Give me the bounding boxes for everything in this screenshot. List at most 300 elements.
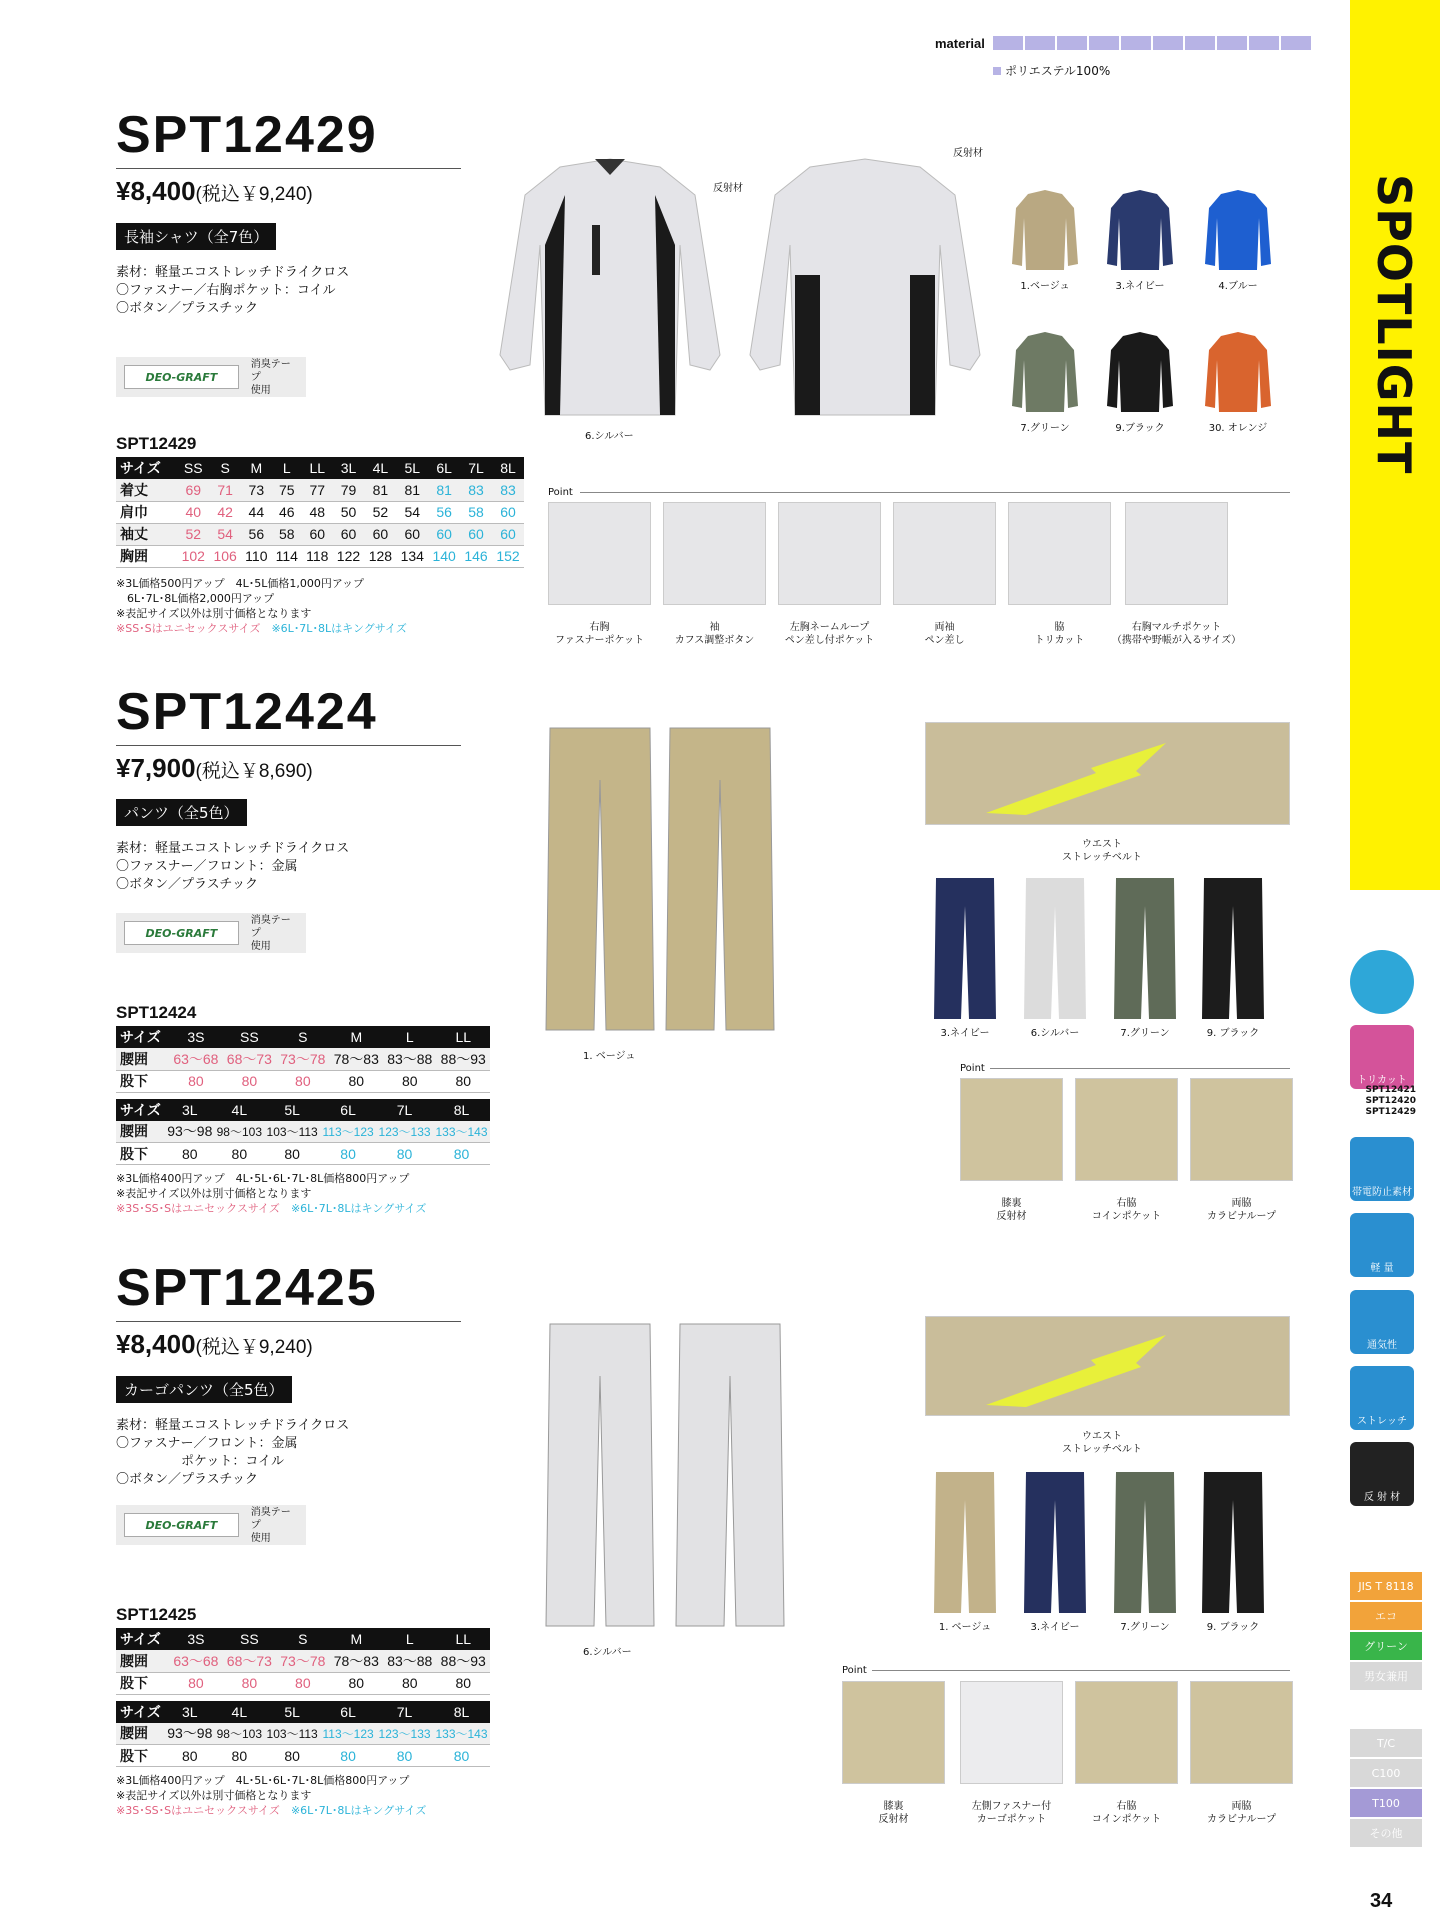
composition-text: ポリエステル100% <box>1005 64 1111 78</box>
table-header-cell: 5L <box>264 1701 320 1723</box>
material-swatch <box>1185 36 1215 50</box>
table-cell: 58 <box>460 501 492 523</box>
antistatic-icon <box>1350 1137 1414 1201</box>
table-cell: 73 <box>241 479 271 501</box>
point-detail-image <box>1008 502 1111 605</box>
reflect-label-2: 反射材 <box>953 148 983 159</box>
table-header-cell: 6L <box>320 1099 376 1121</box>
table-cell: 52 <box>364 501 396 523</box>
size-table-title: SPT12424 <box>116 1003 197 1022</box>
table-cell: 113～123 <box>320 1723 376 1745</box>
point-label: Point <box>960 1063 985 1074</box>
table-cell: 腰囲 <box>116 1723 165 1745</box>
table-cell: 80 <box>330 1070 383 1092</box>
cargo-main-caption: 6.シルバー <box>583 1647 632 1658</box>
price-value: ¥8,400 <box>116 176 196 206</box>
table-row <box>116 545 524 567</box>
point-rule <box>872 1670 1290 1671</box>
table-cell: 110 <box>241 545 271 567</box>
deo-logo: DEO-GRAFT <box>124 365 239 389</box>
note-line: ※3L価格400円アップ 4L･5L･6L･7L･8L価格800円アップ <box>116 1774 410 1787</box>
table-cell: 腰囲 <box>116 1121 165 1143</box>
table-header-cell: 5L <box>396 457 428 479</box>
note-unisex: ※3S･SS･Sはユニセックスサイズ <box>116 1804 291 1817</box>
point-detail-image <box>1190 1681 1293 1784</box>
product-code-pants: SPT12424 <box>116 683 378 741</box>
size-table-block <box>116 1628 490 1695</box>
feature-icon-label: トリカット <box>1357 1075 1407 1086</box>
feature-icon-label: ストレッチ <box>1357 1416 1407 1427</box>
note-unisex: ※3S･SS･Sはユニセックスサイズ <box>116 1202 291 1215</box>
shirt-back-image <box>740 155 990 425</box>
table-row <box>116 1121 490 1143</box>
color-variant-label: 3.ネイビー <box>940 1028 990 1039</box>
deo-text: 消臭テープ 使用 <box>250 358 291 396</box>
size-table-shirt <box>116 457 524 568</box>
size-table-cargo <box>116 1628 490 1818</box>
table-header-cell: M <box>330 1026 383 1048</box>
table-cell: 88～93 <box>437 1650 491 1672</box>
table-cell: 80 <box>215 1143 265 1165</box>
color-variant-label: 7.グリーン <box>1120 1028 1170 1039</box>
material-swatch <box>1089 36 1119 50</box>
material-swatch <box>1025 36 1055 50</box>
point-detail-caption: 脇 トリカット <box>1034 622 1085 646</box>
table-cell: 80 <box>376 1143 433 1165</box>
table-cell: 80 <box>223 1070 276 1092</box>
category-item: グリーン <box>1350 1632 1422 1660</box>
table-cell: 80 <box>276 1672 329 1694</box>
table-cell: 68～73 <box>223 1650 276 1672</box>
price-tax: (税込￥9,240) <box>195 1337 313 1358</box>
point-rule <box>580 492 1290 493</box>
color-variant-label: 9. ブラック <box>1206 1028 1260 1039</box>
point-detail-caption: 左側ファスナー付 カーゴポケット <box>971 1801 1052 1825</box>
table-cell: 80 <box>330 1672 383 1694</box>
color-variant-label: 30. オレンジ <box>1208 423 1268 434</box>
table-header-cell: LL <box>302 457 332 479</box>
table-cell: 63～68 <box>169 1048 222 1070</box>
table-cell: 80 <box>215 1745 265 1767</box>
size-notes <box>116 1773 490 1818</box>
table-header-cell: SS <box>177 457 209 479</box>
price-pants <box>116 753 313 784</box>
table-cell: 56 <box>428 501 460 523</box>
point-detail-image <box>842 1681 945 1784</box>
size-table-title: SPT12425 <box>116 1605 197 1624</box>
table-cell: 98～103 <box>215 1723 265 1745</box>
table-header-cell: 3L <box>333 457 365 479</box>
size-table-title: SPT12429 <box>116 434 197 453</box>
table-cell: 80 <box>223 1672 276 1694</box>
table-header-row <box>116 1628 490 1650</box>
table-cell: 122 <box>333 545 365 567</box>
size-table-block <box>116 1701 490 1768</box>
material-swatch <box>1281 36 1311 50</box>
lightweight-icon <box>1350 1213 1414 1277</box>
table-cell: 83 <box>460 479 492 501</box>
waist-caption: ウエスト ストレッチベルト <box>1062 1431 1142 1455</box>
table-cell: 腰囲 <box>116 1650 169 1672</box>
table-cell: 63～68 <box>169 1650 222 1672</box>
material-swatch <box>1057 36 1087 50</box>
table-header-cell: LL <box>437 1026 491 1048</box>
table-header-cell: 4L <box>215 1099 265 1121</box>
feature-icon-label: 軽 量 <box>1370 1263 1394 1274</box>
point-detail-caption: 右脇 コインポケット <box>1091 1198 1162 1222</box>
table-cell: 60 <box>492 523 524 545</box>
table-header-cell: サイズ <box>116 1099 165 1121</box>
price-shirt <box>116 176 313 207</box>
feature-icon-label: 帯電防止素材 <box>1352 1187 1412 1198</box>
table-row <box>116 1048 490 1070</box>
color-variant <box>1020 876 1090 1021</box>
material-swatch <box>1153 36 1183 50</box>
table-cell: 79 <box>333 479 365 501</box>
table-header-row <box>116 1099 490 1121</box>
table-row <box>116 1070 490 1092</box>
table-header-cell: 6L <box>320 1701 376 1723</box>
color-variant <box>1010 330 1080 416</box>
size-table-block <box>116 1026 490 1093</box>
tricut-icon <box>1350 1025 1414 1089</box>
table-row <box>116 1745 490 1767</box>
color-variant-label: 1.ベージュ <box>1020 281 1070 292</box>
table-cell: 81 <box>396 479 428 501</box>
table-cell: 102 <box>177 545 209 567</box>
color-variant <box>930 876 1000 1021</box>
point-rule <box>990 1068 1290 1069</box>
size-table-block <box>116 1099 490 1166</box>
point-detail-caption: 右脇 コインポケット <box>1091 1801 1162 1825</box>
table-cell: 80 <box>264 1143 320 1165</box>
note-line: 6L･7L･8L価格2,000円アップ <box>116 592 275 605</box>
pants-main-caption: 1. ベージュ <box>583 1051 636 1062</box>
table-cell: 股下 <box>116 1672 169 1694</box>
table-header-cell: L <box>272 457 302 479</box>
table-header-cell: 3L <box>165 1099 214 1121</box>
table-header-cell: 3L <box>165 1701 214 1723</box>
color-variant <box>930 1470 1000 1615</box>
table-cell: 80 <box>165 1143 214 1165</box>
table-header-cell: 7L <box>460 457 492 479</box>
material-label: material <box>935 36 985 51</box>
table-cell: 133～143 <box>433 1121 490 1143</box>
table-cell: 胸囲 <box>116 545 177 567</box>
point-detail-image <box>960 1078 1063 1181</box>
deo-badge <box>116 357 306 397</box>
table-header-row <box>116 457 524 479</box>
table-cell: 146 <box>460 545 492 567</box>
table-cell: 50 <box>333 501 365 523</box>
point-detail-caption: 膝裏 反射材 <box>996 1198 1027 1222</box>
waist-detail-image <box>925 722 1290 825</box>
deo-text: 消臭テープ 使用 <box>250 1506 291 1544</box>
cool-icon <box>1350 950 1414 1014</box>
waist-caption: ウエスト ストレッチベルト <box>1062 839 1142 863</box>
table-header-cell: サイズ <box>116 1701 165 1723</box>
table-cell: 68～73 <box>223 1048 276 1070</box>
table-cell: 80 <box>165 1745 214 1767</box>
tag-cargo: カーゴパンツ（全5色） <box>116 1376 292 1403</box>
table-cell: 腰囲 <box>116 1048 169 1070</box>
color-variant-label: 1. ベージュ <box>938 1622 992 1633</box>
material-swatch <box>1249 36 1279 50</box>
table-cell: 123～133 <box>376 1121 433 1143</box>
table-row <box>116 479 524 501</box>
deo-badge <box>116 913 306 953</box>
divider <box>116 1321 461 1322</box>
color-variant-label: 7.グリーン <box>1020 423 1070 434</box>
table-cell: 81 <box>428 479 460 501</box>
table-cell: 42 <box>209 501 241 523</box>
table-row <box>116 1723 490 1745</box>
table-cell: 60 <box>302 523 332 545</box>
size-notes <box>116 576 407 636</box>
category-item: T/C <box>1350 1729 1422 1757</box>
table-header-cell: SS <box>223 1026 276 1048</box>
category-item: 男女兼用 <box>1350 1662 1422 1690</box>
color-variant-label: 3.ネイビー <box>1030 1622 1080 1633</box>
table-cell: 80 <box>320 1745 376 1767</box>
point-detail-image <box>663 502 766 605</box>
table-cell: 54 <box>396 501 428 523</box>
point-detail-image <box>1190 1078 1293 1181</box>
table-header-cell: サイズ <box>116 457 177 479</box>
category-item: JIS T 8118 <box>1350 1572 1422 1600</box>
table-cell: 56 <box>241 523 271 545</box>
table-header-row <box>116 1701 490 1723</box>
product-code-cargo: SPT12425 <box>116 1259 378 1317</box>
table-header-cell: サイズ <box>116 1628 169 1650</box>
brand-logo <box>1366 170 1426 480</box>
note-king: ※6L･7L･8Lはキングサイズ <box>290 1202 427 1215</box>
price-tax: (税込￥9,240) <box>195 184 313 205</box>
color-variant <box>1110 876 1180 1021</box>
table-cell: 81 <box>364 479 396 501</box>
point-detail-image <box>893 502 996 605</box>
table-cell: 106 <box>209 545 241 567</box>
table-row <box>116 1650 490 1672</box>
table-header-cell: 7L <box>376 1099 433 1121</box>
point-detail-caption: 右胸マルチポケット （携帯や野帳が入るサイズ） <box>1111 622 1242 646</box>
table-cell: 69 <box>177 479 209 501</box>
table-cell: 83～88 <box>383 1048 436 1070</box>
color-variant <box>1198 1470 1268 1615</box>
price-value: ¥7,900 <box>116 753 196 783</box>
table-cell: 80 <box>169 1672 222 1694</box>
waist-detail-image <box>925 1316 1290 1416</box>
note-line: ※表記サイズ以外は別寸価格となります <box>116 1187 312 1200</box>
table-cell: 83～88 <box>383 1650 436 1672</box>
deo-logo: DEO-GRAFT <box>124 1513 239 1537</box>
reflective-icon <box>1350 1442 1414 1506</box>
table-cell: 80 <box>264 1745 320 1767</box>
table-cell: 103～113 <box>264 1121 320 1143</box>
table-cell: 48 <box>302 501 332 523</box>
color-variant-label: 6.シルバー <box>1030 1028 1080 1039</box>
table-header-cell: サイズ <box>116 1026 169 1048</box>
table-cell: 60 <box>396 523 428 545</box>
table-cell: 83 <box>492 479 524 501</box>
size-table-pants <box>116 1026 490 1216</box>
table-cell: 股下 <box>116 1143 165 1165</box>
shirt-main-caption: 6.シルバー <box>585 431 634 442</box>
table-cell: 52 <box>177 523 209 545</box>
table-cell: 78～83 <box>330 1650 383 1672</box>
stretch-icon <box>1350 1366 1414 1430</box>
table-header-row <box>116 1026 490 1048</box>
category-item: その他 <box>1350 1819 1422 1847</box>
table-header-cell: M <box>241 457 271 479</box>
note-line <box>116 1201 490 1216</box>
cargo-front-image <box>540 1316 790 1636</box>
point-label: Point <box>842 1665 867 1676</box>
tag-pants: パンツ（全5色） <box>116 799 247 826</box>
color-variant-label: 9.ブラック <box>1115 423 1165 434</box>
color-variant <box>1198 876 1268 1021</box>
table-row <box>116 1672 490 1694</box>
table-header-cell: 5L <box>264 1099 320 1121</box>
note-line <box>116 1803 490 1818</box>
table-cell: 118 <box>302 545 332 567</box>
table-cell: 80 <box>376 1745 433 1767</box>
table-header-cell: LL <box>437 1628 491 1650</box>
category-item: エコ <box>1350 1602 1422 1630</box>
table-row <box>116 1143 490 1165</box>
table-cell: 58 <box>272 523 302 545</box>
note-line: ※表記サイズ以外は別寸価格となります <box>116 607 312 620</box>
note-king: ※6L･7L･8Lはキングサイズ <box>271 622 407 635</box>
table-cell: 60 <box>364 523 396 545</box>
table-cell: 114 <box>272 545 302 567</box>
table-row <box>116 523 524 545</box>
point-detail-caption: 両袖 ペン差し <box>924 622 965 646</box>
color-variant-label: 7.グリーン <box>1120 1622 1170 1633</box>
divider <box>116 745 461 746</box>
spec-cargo: 素材：軽量エコストレッチドライクロス 〇ファスナー／フロント：金属 ポケット：コイル 〇ボタン／プラスチック <box>116 1418 350 1487</box>
color-variant <box>1105 188 1175 274</box>
material-swatch <box>993 36 1023 50</box>
table-cell: 128 <box>364 545 396 567</box>
color-variant-label: 4.ブルー <box>1218 281 1258 292</box>
table-cell: 40 <box>177 501 209 523</box>
reflect-label-1: 反射材 <box>713 183 743 194</box>
table-cell: 133～143 <box>433 1723 490 1745</box>
table-header-cell: S <box>276 1628 329 1650</box>
point-detail-caption: 膝裏 反射材 <box>878 1801 909 1825</box>
note-line: ※3L価格400円アップ 4L･5L･6L･7L･8L価格800円アップ <box>116 1172 410 1185</box>
table-cell: 140 <box>428 545 460 567</box>
table-header-cell: 3S <box>169 1628 222 1650</box>
table-cell: 46 <box>272 501 302 523</box>
color-variant <box>1203 330 1273 416</box>
point-detail-caption: 右胸 ファスナーポケット <box>554 622 645 646</box>
category-item: C100 <box>1350 1759 1422 1787</box>
table-cell: 60 <box>460 523 492 545</box>
table-header-cell: 8L <box>433 1099 490 1121</box>
note-line: ※3L価格500円アップ 4L･5L価格1,000円アップ <box>116 577 365 590</box>
price-value: ¥8,400 <box>116 1329 196 1359</box>
table-header-cell: M <box>330 1628 383 1650</box>
table-cell: 134 <box>396 545 428 567</box>
table-cell: 73～78 <box>276 1048 329 1070</box>
table-header-cell: 7L <box>376 1701 433 1723</box>
material-swatch <box>1217 36 1247 50</box>
table-cell: 44 <box>241 501 271 523</box>
point-detail-caption: 両脇 カラビナループ <box>1207 1198 1276 1222</box>
svg-text:SPOTLIGHT: SPOTLIGHT <box>1367 174 1421 475</box>
point-detail-image <box>1125 502 1228 605</box>
table-header-cell: L <box>383 1628 436 1650</box>
color-variant <box>1203 188 1273 274</box>
table-cell: 98～103 <box>215 1121 265 1143</box>
price-tax: (税込￥8,690) <box>195 761 313 782</box>
table-cell: 88～93 <box>437 1048 491 1070</box>
table-cell: 60 <box>428 523 460 545</box>
table-cell: 54 <box>209 523 241 545</box>
product-code-shirt: SPT12429 <box>116 106 378 164</box>
table-header-cell: S <box>276 1026 329 1048</box>
note-line: ※表記サイズ以外は別寸価格となります <box>116 1789 312 1802</box>
material-swatches <box>993 36 1311 50</box>
table-cell: 152 <box>492 545 524 567</box>
table-cell: 123～133 <box>376 1723 433 1745</box>
table-cell: 75 <box>272 479 302 501</box>
shirt-front-image <box>490 155 730 425</box>
point-detail-caption: 袖 カフス調整ボタン <box>674 622 755 646</box>
table-cell: 60 <box>333 523 365 545</box>
table-header-cell: 3S <box>169 1026 222 1048</box>
point-label: Point <box>548 487 573 498</box>
color-variant <box>1110 1470 1180 1615</box>
table-cell: 股下 <box>116 1070 169 1092</box>
table-header-cell: 4L <box>364 457 396 479</box>
price-cargo <box>116 1329 313 1360</box>
note-unisex: ※SS･Sはユニセックスサイズ <box>116 622 272 635</box>
table-cell: 77 <box>302 479 332 501</box>
table-cell: 103～113 <box>264 1723 320 1745</box>
table-cell: 80 <box>276 1070 329 1092</box>
color-variant <box>1010 188 1080 274</box>
point-detail-image <box>960 1681 1063 1784</box>
breathable-icon <box>1350 1290 1414 1354</box>
category-item: T100 <box>1350 1789 1422 1817</box>
tag-shirt: 長袖シャツ（全7色） <box>116 223 276 250</box>
point-detail-caption: 両脇 カラビナループ <box>1207 1801 1276 1825</box>
table-cell: 80 <box>383 1672 436 1694</box>
color-variant <box>1020 1470 1090 1615</box>
table-cell: 80 <box>383 1070 436 1092</box>
table-cell: 80 <box>437 1070 491 1092</box>
table-cell: 80 <box>437 1672 491 1694</box>
point-detail-image <box>1075 1078 1178 1181</box>
table-row <box>116 501 524 523</box>
table-cell: 73～78 <box>276 1650 329 1672</box>
spec-pants: 素材：軽量エコストレッチドライクロス 〇ファスナー／フロント：金属 〇ボタン／プラスチック <box>116 841 350 892</box>
table-cell: 股下 <box>116 1745 165 1767</box>
spec-shirt: 素材：軽量エコストレッチドライクロス 〇ファスナー／右胸ポケット：コイル 〇ボタン／プラスチック <box>116 265 350 316</box>
table-cell: 着丈 <box>116 479 177 501</box>
composition-marker <box>993 67 1001 75</box>
table-header-cell: 8L <box>492 457 524 479</box>
point-detail-image <box>548 502 651 605</box>
color-variant-label: 9. ブラック <box>1206 1622 1260 1633</box>
table-cell: 80 <box>433 1745 490 1767</box>
point-detail-caption: 左胸ネームループ ペン差し付ポケット <box>784 622 875 646</box>
table-cell: 肩巾 <box>116 501 177 523</box>
table-header-cell: 4L <box>215 1701 265 1723</box>
